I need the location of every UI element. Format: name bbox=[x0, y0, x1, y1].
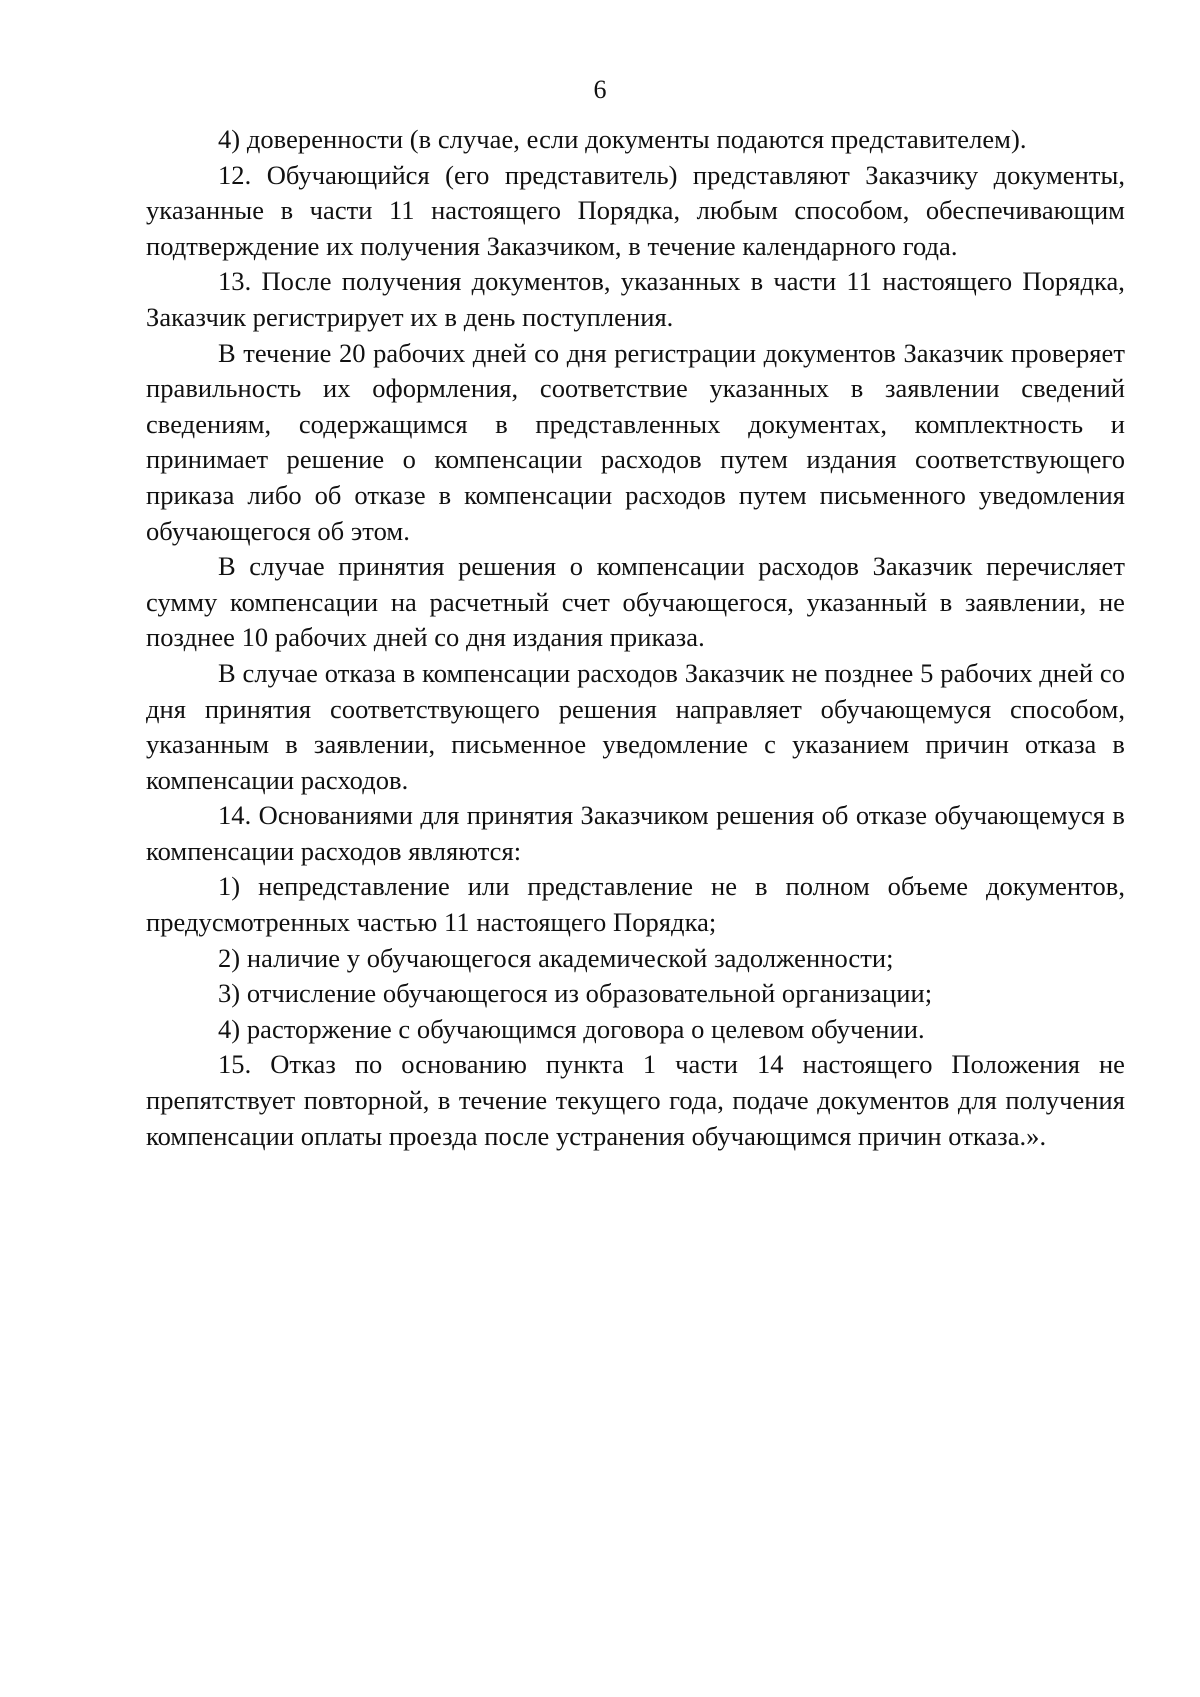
paragraph-compensation-payment: В случае принятия решения о компенсации расходов Заказчик перечисляет сумму компенсации на расчетный счет обучающегося, указанный в заявлении, не позднее 10 рабочих дней со дня издания приказа. bbox=[146, 551, 1125, 653]
paragraph-power-of-attorney: 4) доверенности (в случае, если документы подаются представителем). bbox=[218, 124, 1027, 154]
paragraph-refusal-notice: В случае отказа в компенсации расходов Заказчик не позднее 5 рабочих дней со дня принятия соответствующего решения направляет обучающемуся способом, указанным в заявлении, письменное уведомление с указанием причин отказа в компенсации расходов. bbox=[146, 657, 1125, 795]
paragraph-clause-13: 13. После получения документов, указанных в части 11 настоящего Порядка, Заказчик регистрирует их в день поступления. bbox=[146, 266, 1125, 332]
page-number: 6 bbox=[593, 75, 607, 104]
document-body bbox=[146, 122, 1125, 1154]
paragraph-clause-15: 15. Отказ по основанию пункта 1 части 14 настоящего Положения не препятствует повторной, в течение текущего года, подаче документов для получения компенсации оплаты проезда после устранения обучающимся причин отказа.». bbox=[146, 1049, 1125, 1151]
paragraph-ground-3: 3) отчисление обучающегося из образовательной организации; bbox=[218, 978, 933, 1009]
paragraph-ground-2: 2) наличие у обучающегося академической задолженности; bbox=[218, 942, 894, 973]
paragraph-clause-14: 14. Основаниями для принятия Заказчиком решения об отказе обучающемуся в компенсации расходов являются: bbox=[146, 800, 1125, 866]
paragraph-ground-1: 1) непредставление или представление не в полном объеме документов, предусмотренных частью 11 настоящего Порядка; bbox=[146, 871, 1125, 938]
paragraph-ground-4: 4) расторжение с обучающимся договора о целевом обучении. bbox=[218, 1013, 925, 1044]
paragraph-review-period: В течение 20 рабочих дней со дня регистрации документов Заказчик проверяет правильность их оформления, соответствие указанных в заявлении сведений сведениям, содержащимся в представленных документах, комплектность и принимает решение о компенсации расходов путем издания соответствующего приказа либо об отказе в компенсации расходов путем письменного уведомления обучающегося об этом. bbox=[146, 337, 1125, 546]
paragraph-clause-12: 12. Обучающийся (его представитель) представляют Заказчику документы, указанные в части 11 настоящего Порядка, любым способом, обеспечивающим подтверждение их получения Заказчиком, в течение календарного года. bbox=[146, 159, 1125, 261]
